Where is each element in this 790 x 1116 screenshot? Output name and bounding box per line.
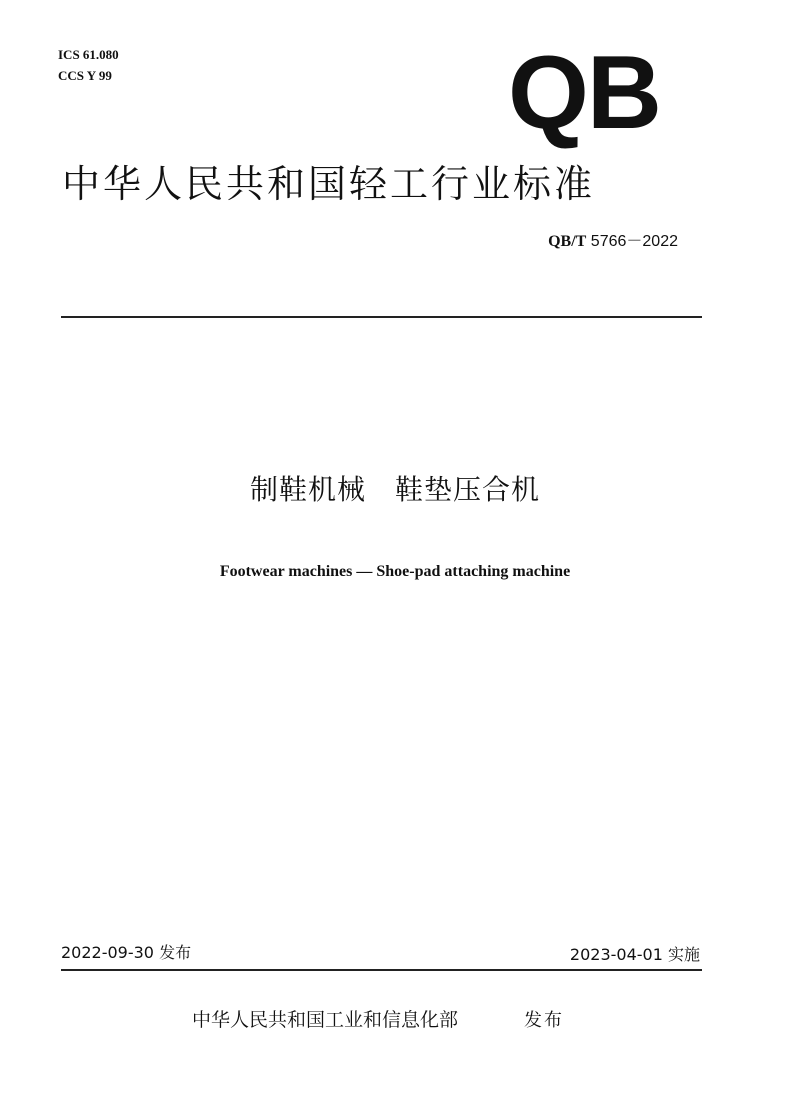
effective-date: 2023-04-01 实施 [569,945,700,964]
standard-category-title: 中华人民共和国轻工行业标准 [62,162,596,206]
standard-number [548,232,678,252]
standard-code-prefix: QB/T [548,233,587,250]
issuing-authority: 中华人民共和国工业和信息化部 [192,1009,459,1031]
ccs-code: CCS Y 99 [58,68,112,83]
document-title-chinese: 制鞋机械 鞋垫压合机 [249,473,540,506]
standard-code-number: 5766－2022 [590,233,678,250]
ics-code: ICS 61.080 [58,47,119,62]
qb-logo: QB [508,35,660,151]
top-divider [61,316,702,318]
bottom-divider [61,969,702,971]
issuing-action: 发布 [524,1010,564,1031]
issue-date: 2022-09-30 发布 [61,943,192,962]
document-title-english: Footwear machines — Shoe-pad attaching machine [219,563,571,580]
